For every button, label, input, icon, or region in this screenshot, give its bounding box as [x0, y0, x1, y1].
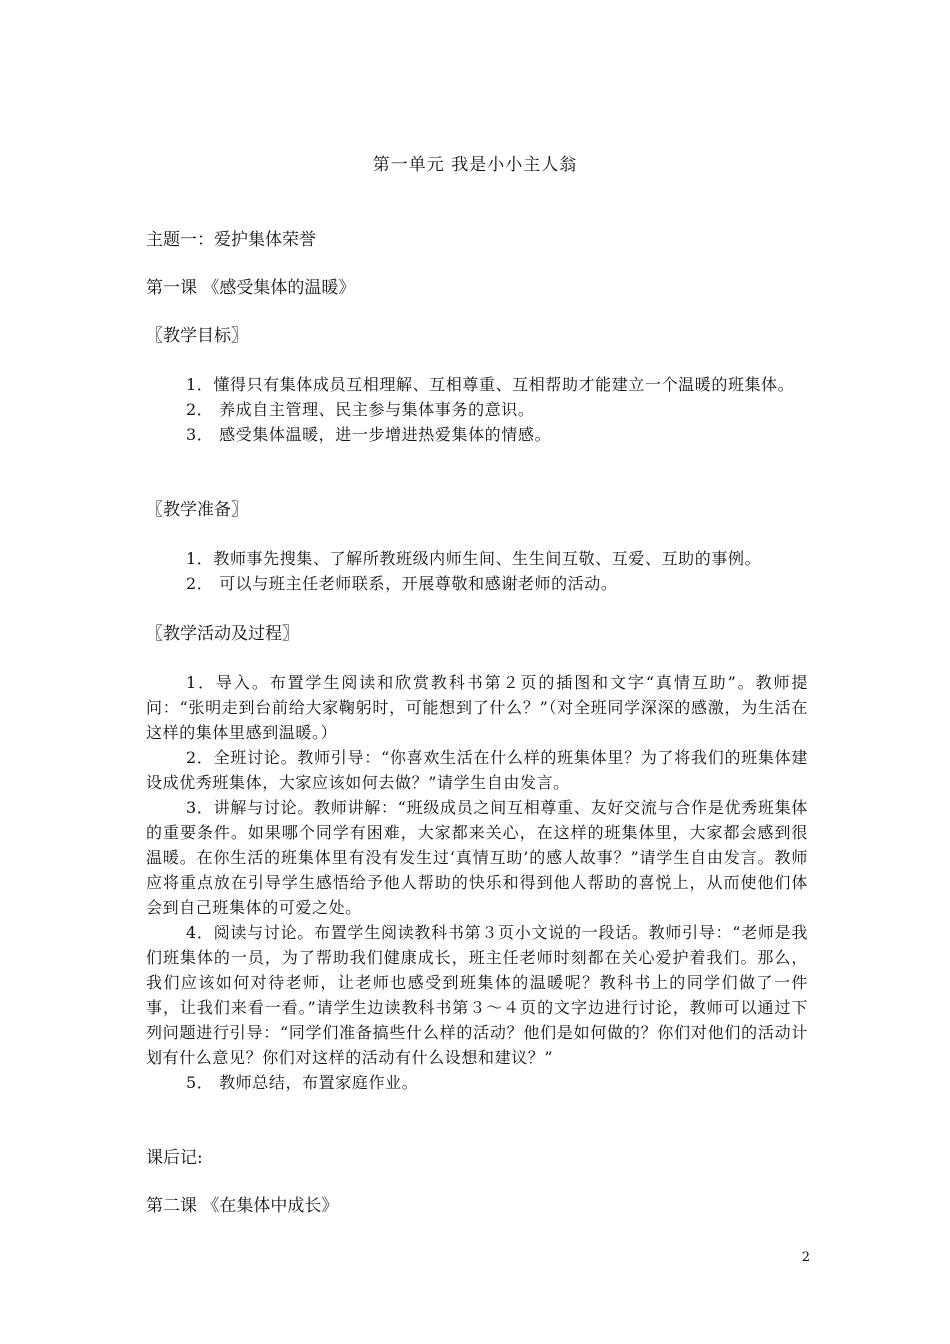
preparation-item: 1．教师事先搜集、了解所教班级内师生间、生生间互敬、互爱、互助的事例。: [186, 549, 762, 568]
lesson-1-title: 第一课 《感受集体的温暖》: [146, 278, 356, 298]
process-item: 4．阅读与讨论。布置学生阅读教科书第３页小文说的一段话。教师引导：“老师是我们班集体的一员，为了帮助我们健康成长，班主任老师时刻都在关心爱护着我们。那么，我们应该如何对待老师，让老师也感受到班集体的温暖呢？教科书上的同学们做了一件事，让我们来看一看。”请学生边读教科书第３～４页的文字边进行讨论，教师可以通过下列问题进行引导：“同学们准备搞些什么样的活动？他们是如何做的？你们对他们的活动计划有什么意见？你们对这样的活动有什么设想和建议？”: [146, 923, 808, 1067]
process-item: 3．讲解与讨论。教师讲解：“班级成员之间互相尊重、友好交流与合作是优秀班集体的重要条件。如果哪个同学有困难，大家都来关心，在这样的班集体里，大家都会感到很温暖。在你生活的班集体里有没有发生过‘真情互助’的感人故事？”请学生自由发言。教师应将重点放在引导学生感悟给予他人帮助的快乐和得到他人帮助的喜悦上，从而使他们体会到自己班集体的可爱之处。: [146, 798, 808, 917]
page-number: 2: [801, 1250, 810, 1265]
process-list: [146, 670, 808, 1095]
preparation-heading: 〖教学准备〗: [146, 500, 248, 520]
objectives-list: [146, 372, 808, 447]
preparation-list: [146, 546, 808, 596]
lesson-2-title: 第二课 《在集体中成长》: [146, 1196, 339, 1216]
objective-item: 2． 养成自主管理、民主参与集体事务的意识。: [186, 400, 535, 419]
process-item: 1．导入。布置学生阅读和欣赏教科书第２页的插图和文字“真情互助”。教师提问：“张明走到台前给大家鞠躬时，可能想到了什么？”（对全班同学深深的感激，为生活在这样的集体里感到温暖。）: [146, 673, 808, 742]
after-class-note: 课后记:: [146, 1148, 203, 1168]
objectives-heading: 〖教学目标〗: [146, 326, 248, 346]
process-heading: 〖教学活动及过程〗: [146, 624, 299, 644]
preparation-item: 2． 可以与班主任老师联系，开展尊敬和感谢老师的活动。: [186, 574, 618, 593]
objective-item: 1．懂得只有集体成员互相理解、互相尊重、互相帮助才能建立一个温暖的班集体。: [186, 375, 795, 394]
process-item: 2．全班讨论。教师引导：“你喜欢生活在什么样的班集体里？为了将我们的班集体建设成优秀班集体，大家应该如何去做？”请学生自由发言。: [146, 748, 808, 792]
unit-title: 第一单元 我是小小主人翁: [372, 155, 578, 175]
objective-item: 3． 感受集体温暖，进一步增进热爱集体的情感。: [186, 425, 552, 444]
theme-heading: 主题一：爱护集体荣誉: [146, 230, 316, 250]
process-item: 5． 教师总结，布置家庭作业。: [186, 1073, 419, 1092]
